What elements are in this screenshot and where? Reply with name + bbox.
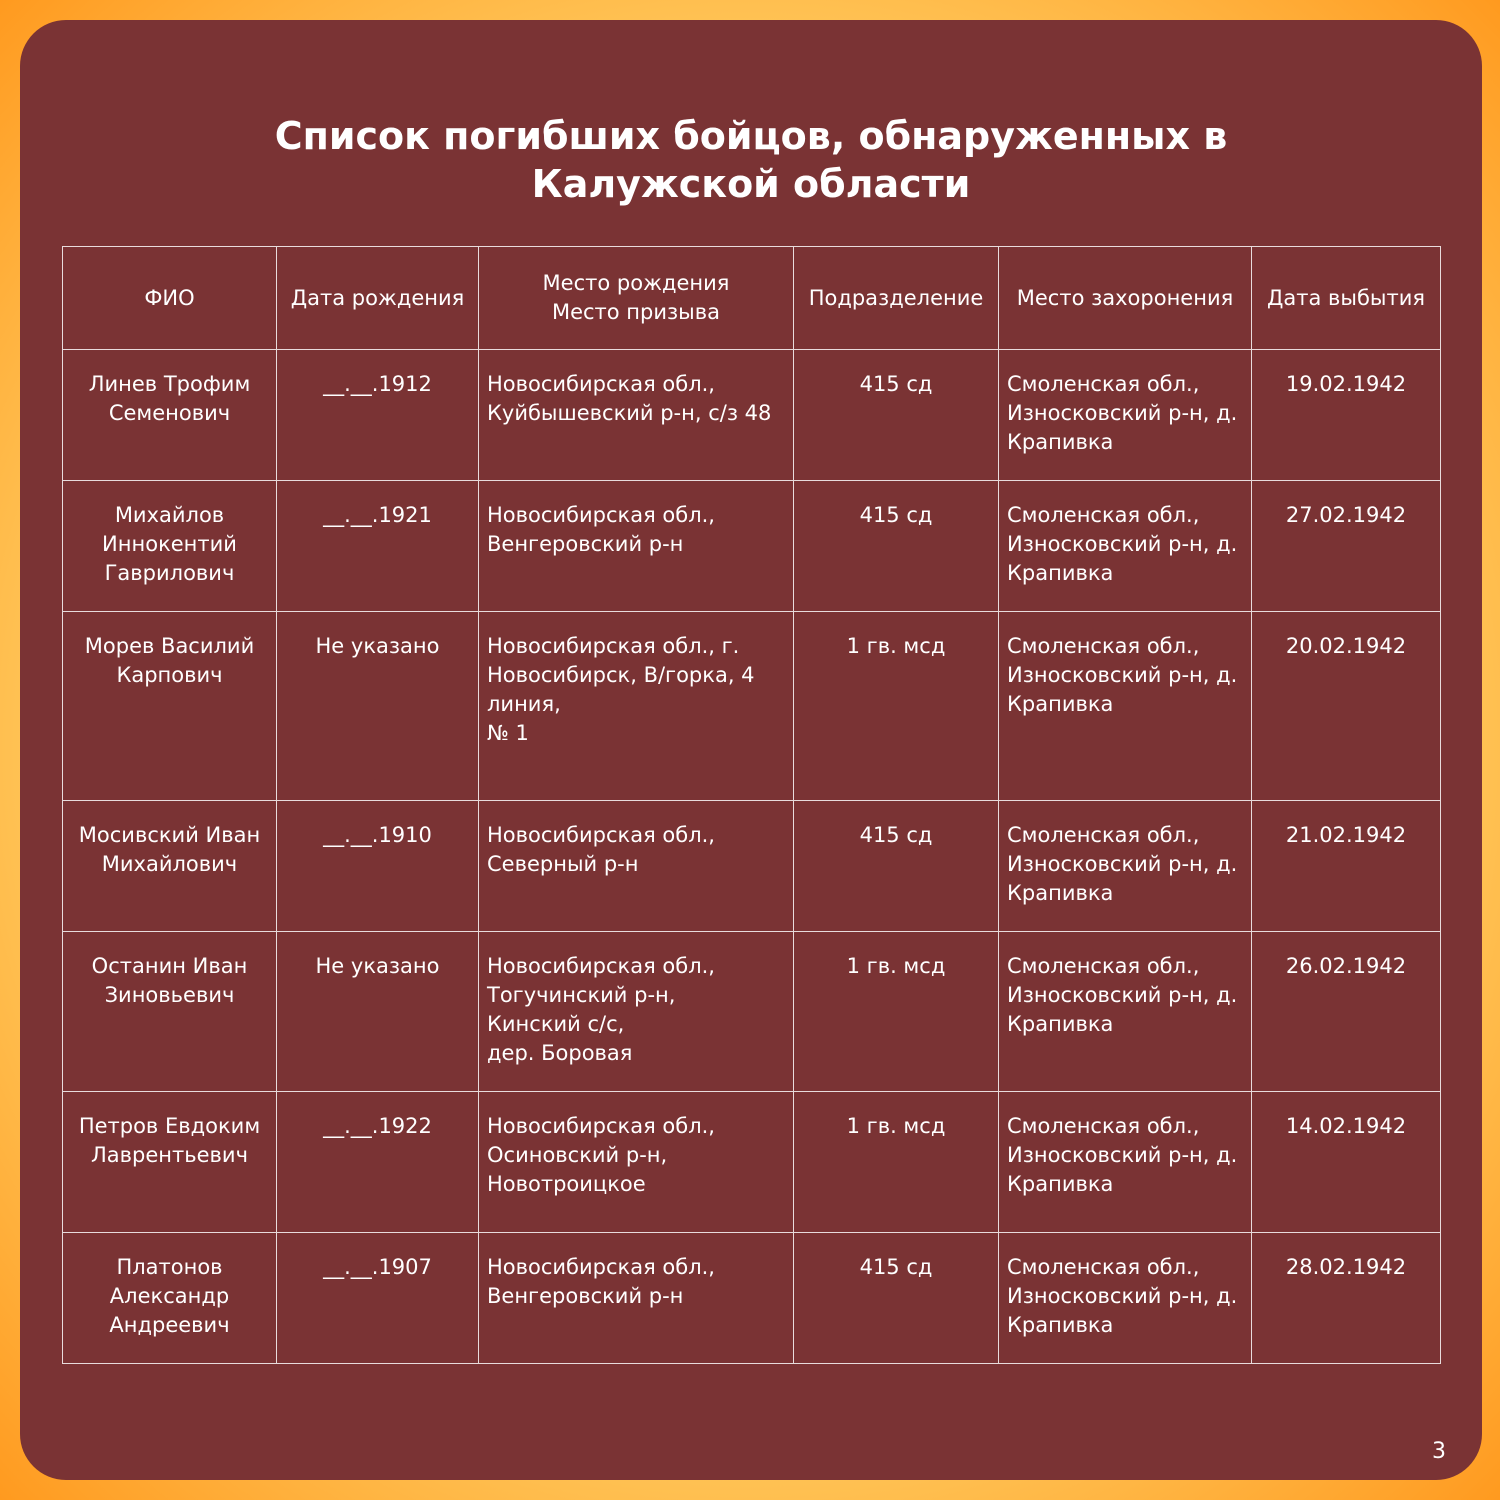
cell-unit: 415 сд: [794, 1233, 999, 1364]
cell-unit: 1 гв. мсд: [794, 932, 999, 1092]
soldiers-table: [62, 246, 1441, 1364]
cell-burial-place: Смоленская обл., Износковский р-н, д. Крапивка: [999, 1092, 1252, 1233]
column-header-departure-date: Дата выбытия: [1252, 247, 1441, 350]
cell-burial-place: Смоленская обл., Износковский р-н, д. Крапивка: [999, 350, 1252, 481]
cell-departure-date: 20.02.1942: [1252, 612, 1441, 801]
table-row: [63, 481, 1441, 612]
cell-departure-date: 26.02.1942: [1252, 932, 1441, 1092]
cell-unit: 415 сд: [794, 350, 999, 481]
cell-burial-place: Смоленская обл., Износковский р-н, д. Крапивка: [999, 801, 1252, 932]
table-row: [63, 350, 1441, 481]
cell-birth-place: Новосибирская обл., Тогучинский р-н, Кинский с/с, дер. Боровая: [479, 932, 794, 1092]
slide-card: [20, 20, 1482, 1480]
cell-birth-date: __.__.1922: [277, 1092, 479, 1233]
cell-birth-place: Новосибирская обл., Куйбышевский р-н, с/з 48: [479, 350, 794, 481]
cell-burial-place: Смоленская обл., Износковский р-н, д. Крапивка: [999, 612, 1252, 801]
header-row: [63, 247, 1441, 350]
cell-birth-place: Новосибирская обл., Северный р-н: [479, 801, 794, 932]
cell-burial-place: Смоленская обл., Износковский р-н, д. Крапивка: [999, 481, 1252, 612]
table-row: [63, 801, 1441, 932]
page-title: [20, 112, 1482, 208]
cell-birth-date: Не указано: [277, 932, 479, 1092]
column-header-name: ФИО: [63, 247, 277, 350]
cell-unit: 415 сд: [794, 481, 999, 612]
cell-unit: 415 сд: [794, 801, 999, 932]
page-number: 3: [1432, 1439, 1446, 1464]
column-header-unit: Подразделение: [794, 247, 999, 350]
title-line-2: Калужской области: [531, 162, 971, 206]
cell-birth-date: Не указано: [277, 612, 479, 801]
title-line-1: Список погибших бойцов, обнаруженных в: [274, 114, 1228, 158]
column-header-birth-date: Дата рождения: [277, 247, 479, 350]
cell-name: Линев Трофим Семенович: [63, 350, 277, 481]
cell-birth-place: Новосибирская обл., г. Новосибирск, В/горка, 4 линия, № 1: [479, 612, 794, 801]
cell-departure-date: 14.02.1942: [1252, 1092, 1441, 1233]
table-row: [63, 612, 1441, 801]
cell-birth-place: Новосибирская обл., Осиновский р-н, Новотроицкое: [479, 1092, 794, 1233]
table-body: [63, 350, 1441, 1364]
cell-birth-place: Новосибирская обл., Венгеровский р-н: [479, 1233, 794, 1364]
table-header: [63, 247, 1441, 350]
table-row: [63, 932, 1441, 1092]
column-header-burial-place: Место захоронения: [999, 247, 1252, 350]
cell-name: Мосивский Иван Михайлович: [63, 801, 277, 932]
cell-departure-date: 27.02.1942: [1252, 481, 1441, 612]
cell-departure-date: 28.02.1942: [1252, 1233, 1441, 1364]
cell-birth-date: __.__.1912: [277, 350, 479, 481]
cell-birth-date: __.__.1921: [277, 481, 479, 612]
cell-unit: 1 гв. мсд: [794, 612, 999, 801]
cell-name: Останин Иван Зиновьевич: [63, 932, 277, 1092]
cell-name: Михайлов Иннокентий Гаврилович: [63, 481, 277, 612]
cell-name: Петров Евдоким Лаврентьевич: [63, 1092, 277, 1233]
table-row: [63, 1092, 1441, 1233]
cell-name: Платонов Александр Андреевич: [63, 1233, 277, 1364]
cell-burial-place: Смоленская обл., Износковский р-н, д. Крапивка: [999, 1233, 1252, 1364]
table-row: [63, 1233, 1441, 1364]
cell-birth-date: __.__.1910: [277, 801, 479, 932]
cell-departure-date: 21.02.1942: [1252, 801, 1441, 932]
cell-name: Морев Василий Карпович: [63, 612, 277, 801]
cell-burial-place: Смоленская обл., Износковский р-н, д. Крапивка: [999, 932, 1252, 1092]
cell-birth-date: __.__.1907: [277, 1233, 479, 1364]
column-header-birth-place: Место рождения Место призыва: [479, 247, 794, 350]
cell-birth-place: Новосибирская обл., Венгеровский р-н: [479, 481, 794, 612]
cell-departure-date: 19.02.1942: [1252, 350, 1441, 481]
cell-unit: 1 гв. мсд: [794, 1092, 999, 1233]
